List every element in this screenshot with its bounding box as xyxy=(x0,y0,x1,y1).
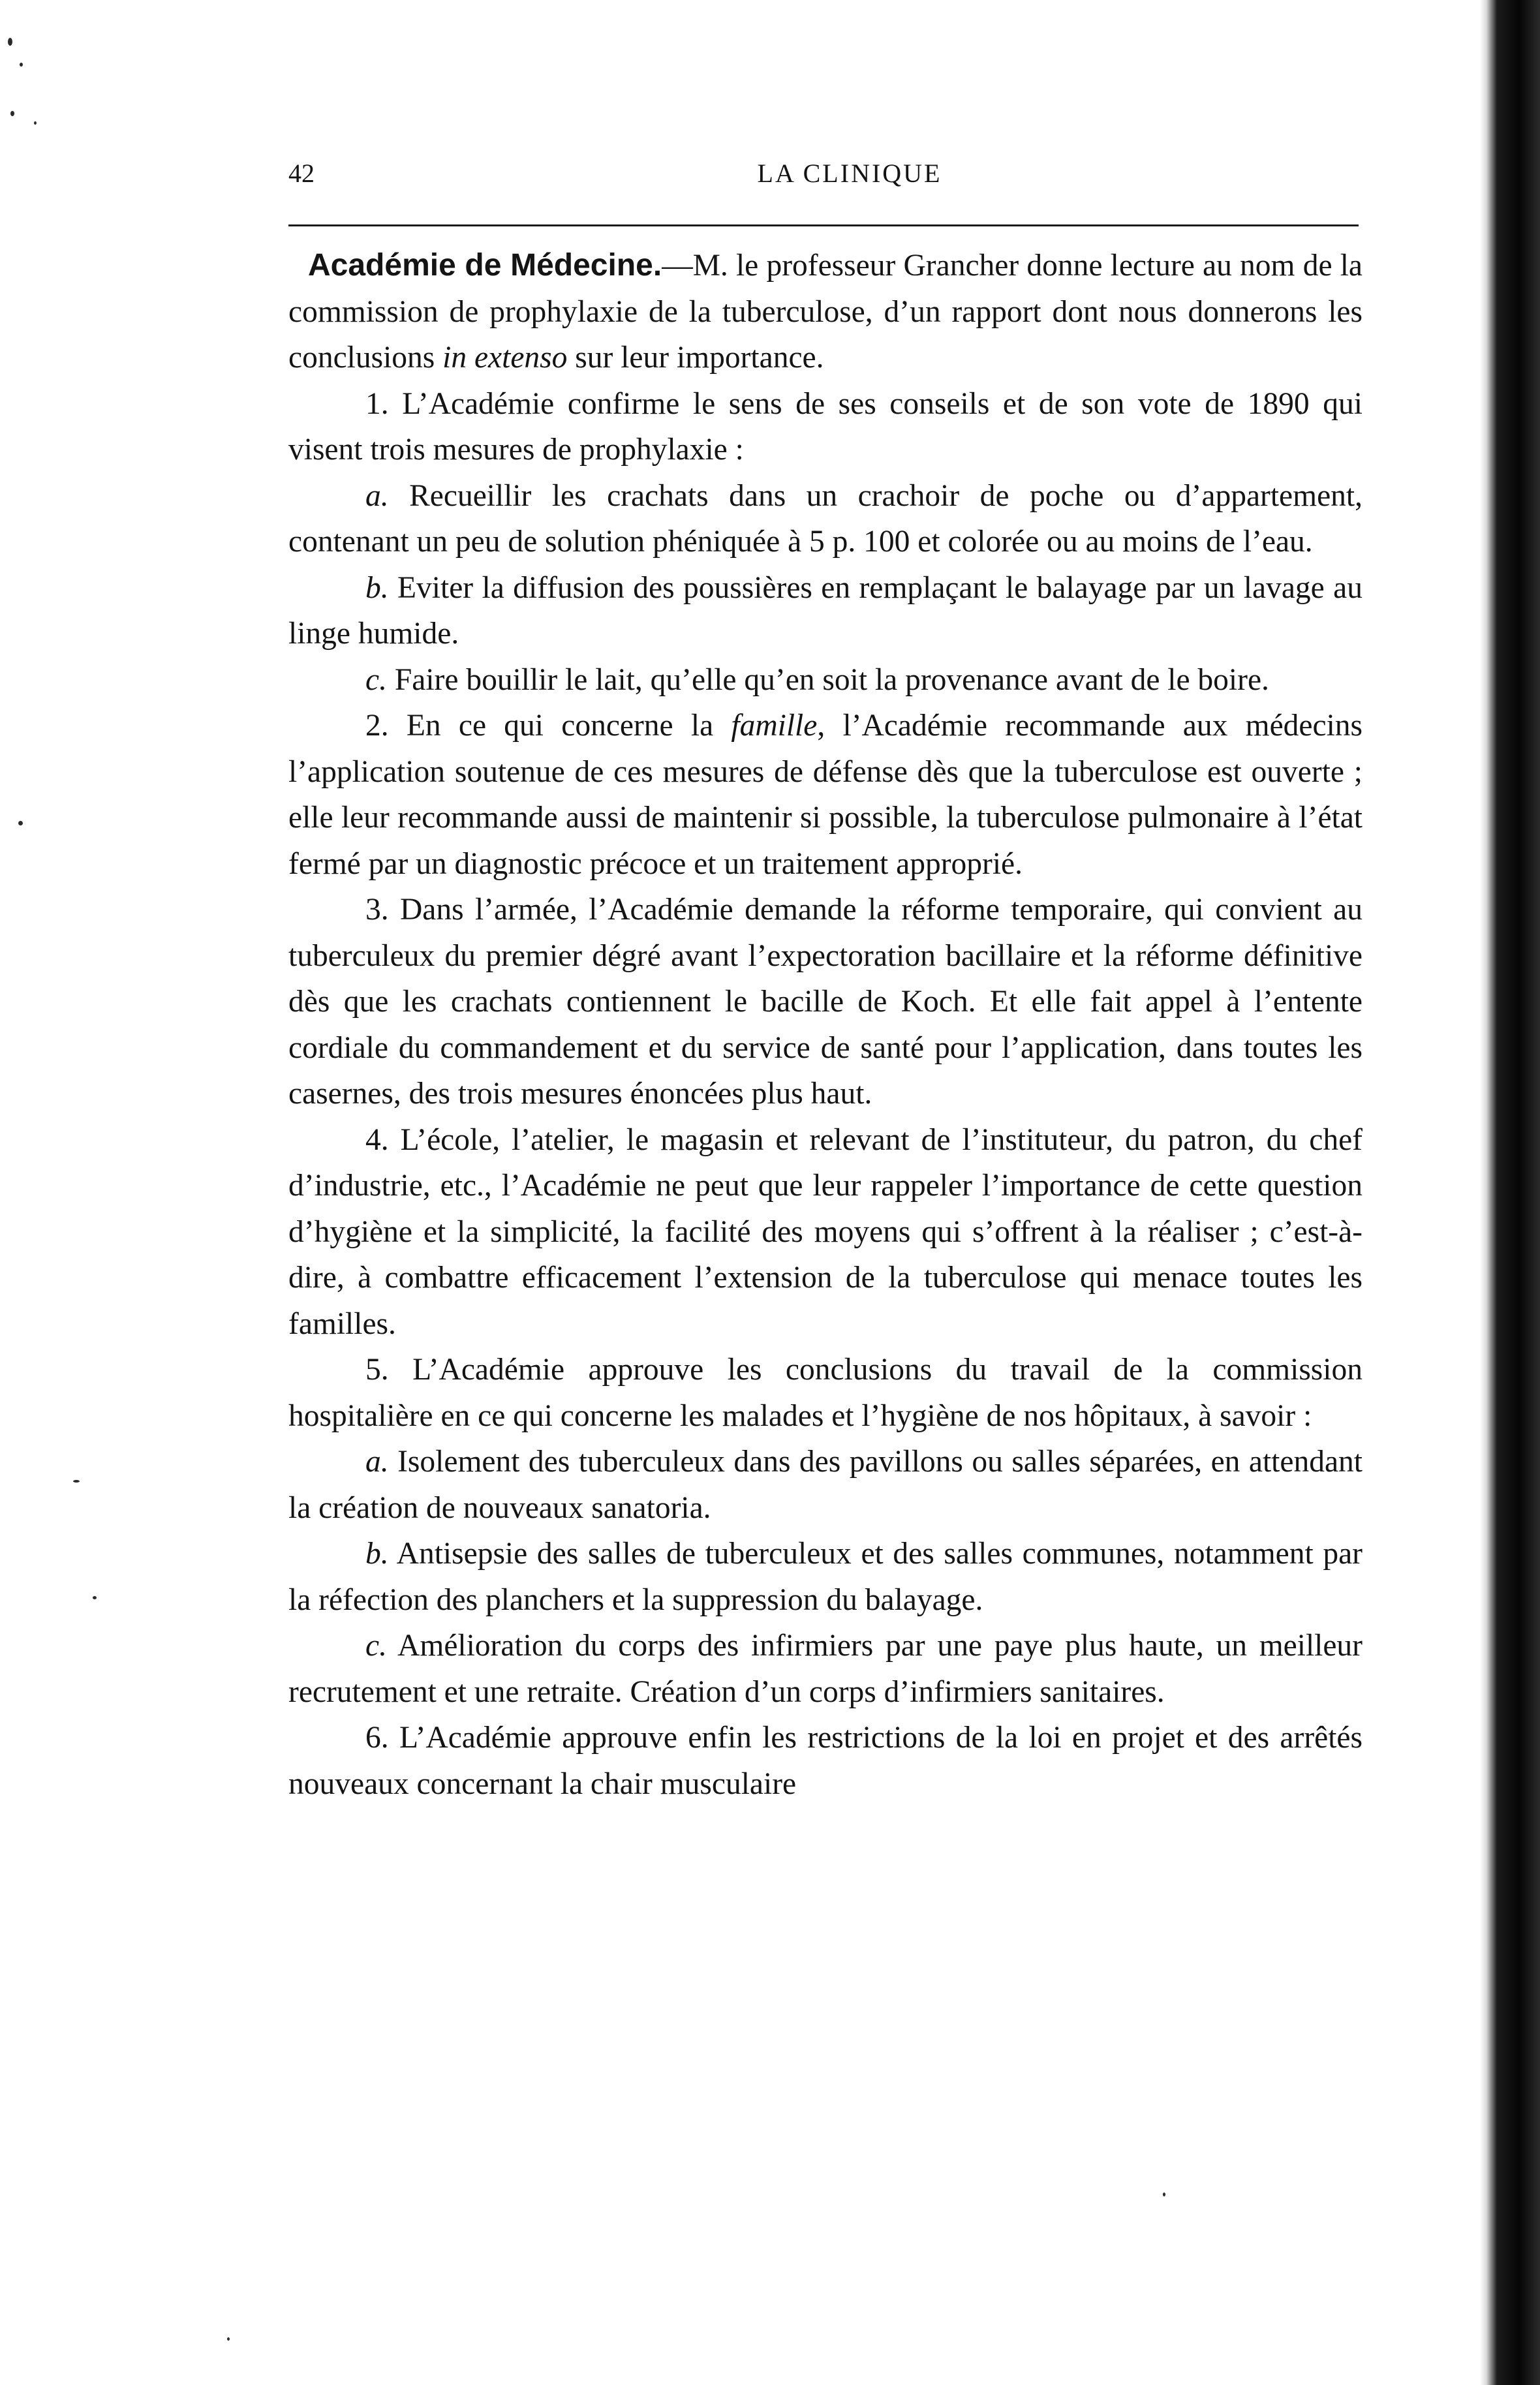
article-body xyxy=(288,243,1363,1807)
paragraph-text: M. le professeur Grancher donne lecture au nom de la commission de prophylaxie de la tuberculose, d’un rapport dont nous donnerons les conclusions xyxy=(288,249,1363,375)
scan-speck xyxy=(93,1596,97,1599)
paragraph-text: Recueillir les crachats dans un crachoir de poche ou d’appartement, contenant un peu de solution phéniquée à 5 p. 100 et colorée ou au moins de l’eau. xyxy=(288,478,1363,559)
paragraph-point-4 xyxy=(288,1117,1363,1347)
paragraph-intro xyxy=(288,243,1363,381)
scan-speck xyxy=(18,821,23,825)
paragraph-text: 3. Dans l’armée, l’Académie demande la réforme temporaire, qui convient au tuberculeux du premier dégré avant l’expectoration bacillaire et la réforme définitive dès que les crachats contiennent le bacille de Koch. Et elle fait appel à l’entente cordiale du commandement et du service de santé pour l’application, dans toutes les casernes, des trois mesures énoncées plus haut. xyxy=(288,893,1363,1111)
paragraph-point-1b xyxy=(288,565,1363,657)
list-marker: b. xyxy=(365,1537,389,1571)
paragraph-text: Isolement des tuberculeux dans des pavillons ou salles séparées, en attendant la création de nouveaux sanatoria. xyxy=(288,1445,1363,1525)
list-marker: b. xyxy=(365,570,389,605)
paragraph-text: 2. En ce qui concerne la xyxy=(365,709,732,743)
paragraph-point-1 xyxy=(288,381,1363,473)
scan-speck xyxy=(10,111,14,116)
list-marker: c. xyxy=(365,662,387,697)
paragraph-text: 4. L’école, l’atelier, le magasin et relevant de l’instituteur, du patron, du chef d’industrie, etc., l’Académie ne peut que leur rappeler l’importance de cette question d’hygiène et la simplicité, la facilité des moyens qui s’offrent à la réaliser ; c’est-à-dire, à combattre efficacement l’extension de la tuberculose qui menace toutes les familles. xyxy=(288,1122,1363,1341)
scan-speck xyxy=(34,121,37,125)
binding-edge xyxy=(1480,0,1540,2385)
title-dash: — xyxy=(662,249,693,283)
paragraph-point-5c xyxy=(288,1623,1363,1715)
paragraph-point-3 xyxy=(288,887,1363,1117)
scan-speck xyxy=(73,1480,80,1483)
paragraph-point-1c xyxy=(288,657,1363,703)
running-head xyxy=(288,154,1359,193)
list-marker: a. xyxy=(365,478,389,513)
journal-title: LA CLINIQUE xyxy=(757,159,942,188)
paragraph-text: 6. L’Académie approuve enfin les restrictions de la loi en projet et des arrêtés nouveaux concernant la chair musculaire xyxy=(288,1721,1363,1801)
section-title: Académie de Médecine. xyxy=(308,248,662,283)
paragraph-point-1a xyxy=(288,473,1363,565)
scan-speck xyxy=(20,63,23,67)
list-marker: c. xyxy=(365,1629,387,1663)
paragraph-point-6 xyxy=(288,1715,1363,1807)
paragraph-text: , l’Académie recommande aux médecins l’application soutenue de ces mesures de défense dès que la tuberculose est ouverte ; elle leur recommande aussi de maintenir si possible, la tuberculose pulmonaire à l’état fermé par un diagnostic précoce et un traitement approprié. xyxy=(288,709,1363,881)
scan-speck xyxy=(227,2337,230,2341)
list-marker: a. xyxy=(365,1445,389,1479)
header-rule xyxy=(288,224,1359,226)
paragraph-text: Faire bouillir le lait, qu’elle qu’en soit la provenance avant de le boire. xyxy=(386,662,1269,697)
paragraph-text: 1. L’Académie confirme le sens de ses conseils et de son vote de 1890 qui visent trois mesures de prophylaxie : xyxy=(288,386,1363,467)
paragraph-text: Antisepsie des salles de tuberculeux et des salles communes, notamment par la réfection des planchers et la suppression du balayage. xyxy=(288,1537,1363,1617)
paragraph-point-5a xyxy=(288,1439,1363,1531)
paragraph-text: Amélioration du corps des infirmiers par une paye plus haute, un meilleur recrutement et une retraite. Création d’un corps d’infirmiers sanitaires. xyxy=(288,1629,1363,1709)
paragraph-text: Eviter la diffusion des poussières en remplaçant le balayage par un lavage au linge humide. xyxy=(288,570,1363,651)
paragraph-point-2 xyxy=(288,703,1363,887)
paragraph-text: 5. L’Académie approuve les conclusions du travail de la commission hospitalière en ce qui concerne les malades et l’hygiène de nos hôpitaux, à savoir : xyxy=(288,1353,1363,1433)
italic-phrase: famille xyxy=(731,709,818,743)
page-number: 42 xyxy=(288,159,315,188)
scan-speck xyxy=(1163,2193,1165,2196)
italic-phrase: in extenso xyxy=(442,341,568,375)
paragraph-text: sur leur importance. xyxy=(567,341,824,375)
paragraph-point-5b xyxy=(288,1531,1363,1623)
paragraph-point-5 xyxy=(288,1347,1363,1439)
scan-speck xyxy=(8,38,12,46)
